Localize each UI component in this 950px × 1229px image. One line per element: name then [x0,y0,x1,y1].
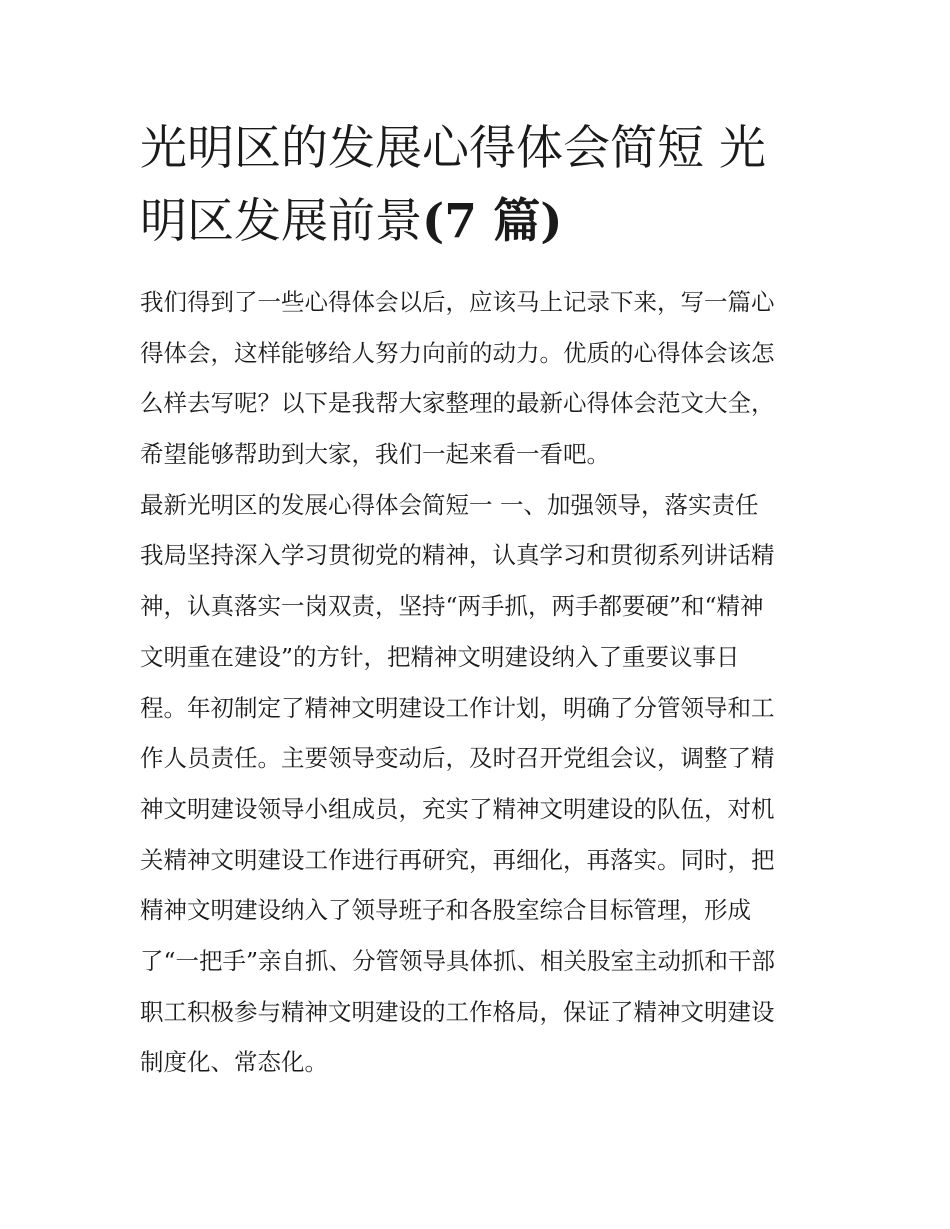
intro-line: 得体会，这样能够给人努力向前的动力。优质的心得体会该怎 [140,338,775,367]
title-line-text: 明区发展前景 [140,194,422,249]
document-title [140,112,820,258]
section-line: 制度化、常态化。 [140,1048,328,1077]
section-line: 程。年初制定了精神文明建设工作计划，明确了分管领导和工 [140,693,775,722]
section-line: 关精神文明建设工作进行再研究，再细化，再落实。同时，把 [140,845,775,874]
section-line: 作人员责任。主要领导变动后，及时召开党组会议，调整了精 [140,744,775,773]
title-count: (7 篇) [422,194,563,249]
section-line: 了“一把手”亲自抓、分管领导具体抓、相关股室主动抓和干部 [140,946,776,975]
section-line: 我局坚持深入学习贯彻党的精神，认真学习和贯彻系列讲话精 [140,541,775,570]
intro-line: 希望能够帮助到大家，我们一起来看一看吧。 [140,440,610,469]
intro-line: 我们得到了一些心得体会以后，应该马上记录下来，写一篇心 [140,288,775,316]
intro-line: 么样去写呢？以下是我帮大家整理的最新心得体会范文大全， [140,389,775,418]
section-line: 职工积极参与精神文明建设的工作格局，保证了精神文明建设 [140,997,775,1026]
title-line [140,185,820,258]
section-line: 文明重在建设”的方针，把精神文明建设纳入了重要议事日 [140,642,740,671]
section-line: 精神文明建设纳入了领导班子和各股室综合目标管理，形成 [140,896,751,925]
section-heading-line: 最新光明区的发展心得体会简短一 一、加强领导，落实责任 [140,490,759,519]
section-line: 神文明建设领导小组成员，充实了精神文明建设的队伍，对机 [140,794,775,823]
title-line: 光明区的发展心得体会简短 光 [140,121,766,176]
section-line: 神，认真落实一岗双责，坚持“两手抓，两手都要硬”和“精神 [140,592,764,621]
document-body [140,277,820,1088]
